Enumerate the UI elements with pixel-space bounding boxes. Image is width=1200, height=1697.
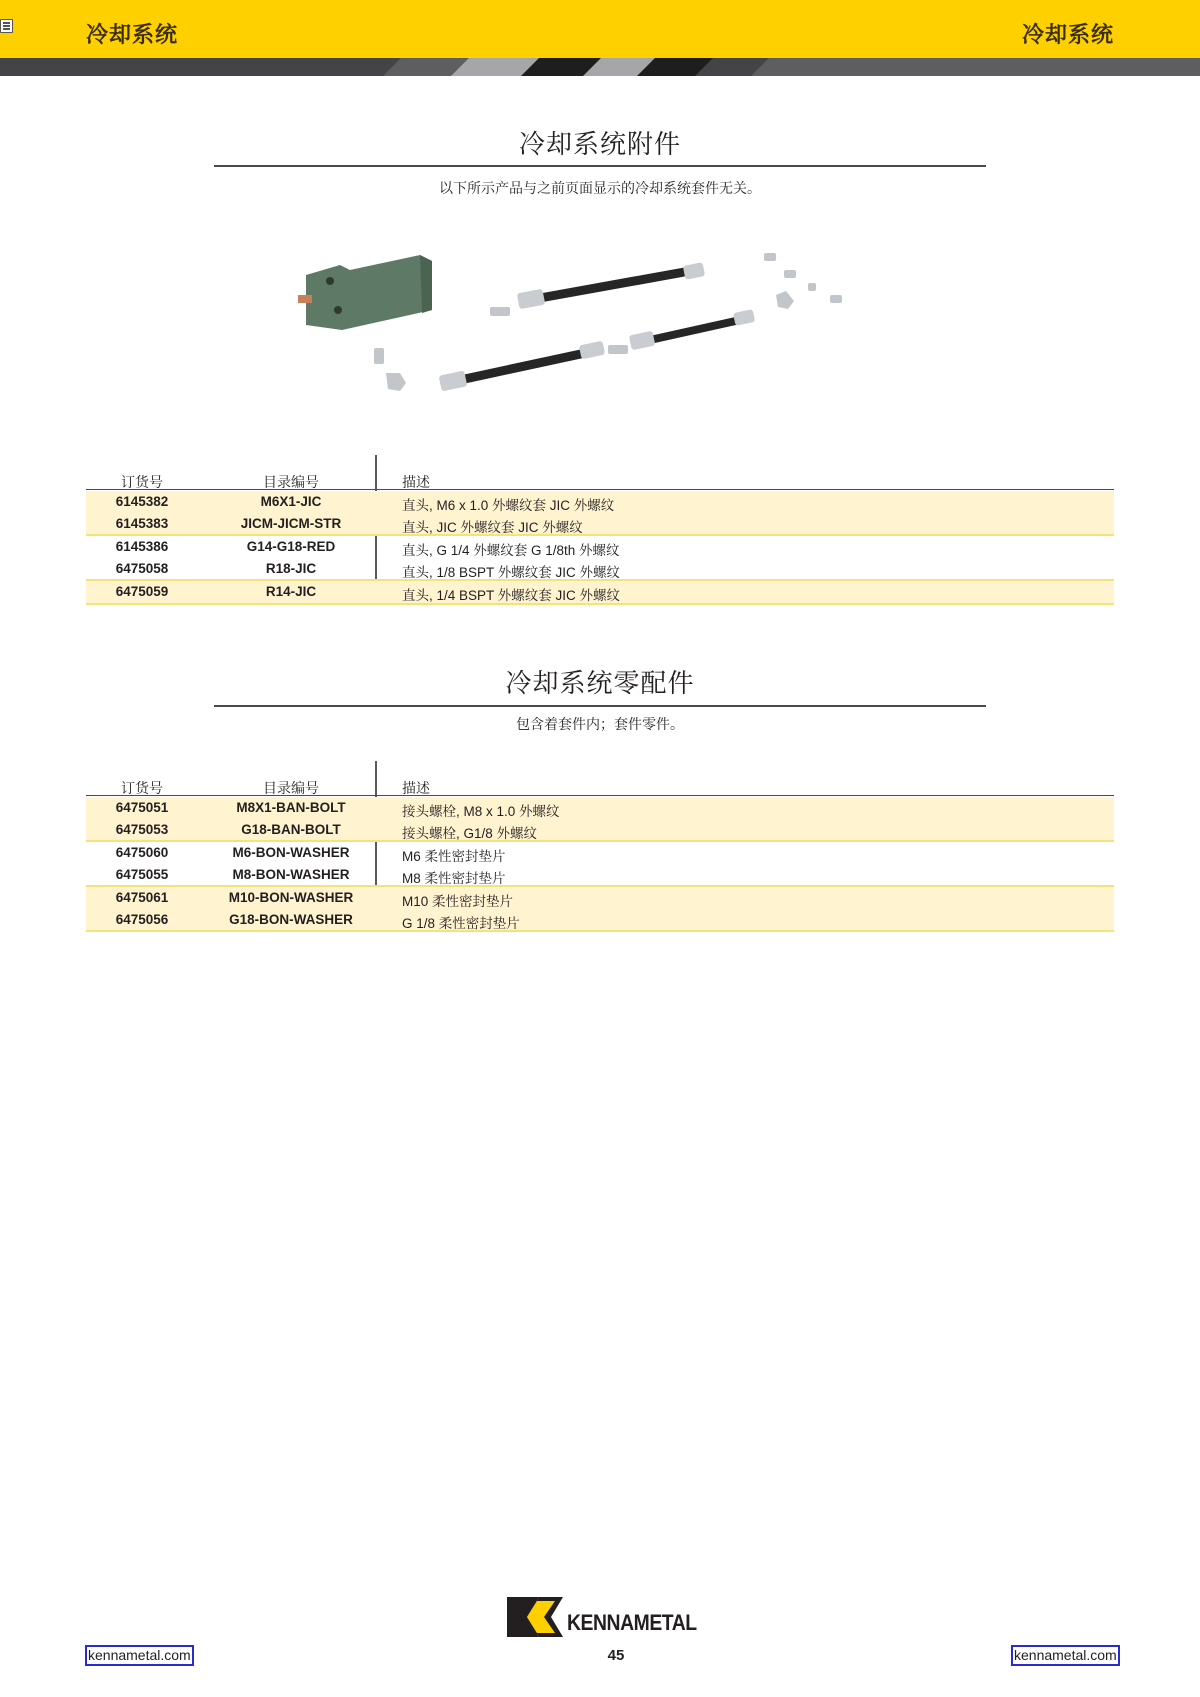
table-row (86, 819, 1114, 841)
catalog-number: G14-G18-RED (246, 539, 336, 554)
row-group (86, 885, 1114, 932)
section2-rule (214, 705, 986, 707)
order-number: 6475053 (115, 821, 169, 837)
catalog-number: G18-BAN-BOLT (241, 821, 341, 837)
order-number: 6145383 (115, 515, 169, 531)
catalog-number: JICM-JICM-STR (240, 515, 342, 531)
catalog-number: M10-BON-WASHER (228, 890, 354, 905)
description: 直头, G 1/4 外螺纹套 G 1/8th 外螺纹 (402, 543, 620, 558)
header-description: 描述 (402, 474, 430, 490)
row-group (86, 842, 1114, 887)
kennametal-logo (507, 1597, 709, 1637)
order-number: 6475055 (115, 866, 169, 882)
accessories-table (86, 455, 1114, 601)
description: 接头螺栓, M8 x 1.0 外螺纹 (402, 804, 560, 819)
table-row (86, 581, 1114, 603)
row-group (86, 579, 1114, 605)
section2-title: 冷却系统零配件 (505, 668, 695, 698)
description: 直头, 1/4 BSPT 外螺纹套 JIC 外螺纹 (402, 588, 621, 603)
note-icon[interactable] (0, 19, 13, 33)
brand-name: KENNAMETAL (567, 1610, 697, 1635)
row-group (86, 797, 1114, 842)
section2-subtitle: 包含着套件内；套件零件。 (516, 716, 684, 732)
description: M6 柔性密封垫片 (402, 849, 506, 864)
table-row (86, 797, 1114, 819)
product-image (290, 225, 910, 405)
table-row (86, 558, 1114, 580)
header-catalog-number: 目录编号 (263, 474, 319, 490)
header-order-number: 订货号 (121, 474, 163, 490)
description: 直头, M6 x 1.0 外螺纹套 JIC 外螺纹 (402, 498, 615, 513)
table-header (86, 776, 1114, 796)
header-catalog-number: 目录编号 (263, 780, 319, 796)
order-number: 6475059 (115, 584, 169, 599)
order-number: 6145386 (115, 539, 169, 554)
catalog-number: M6X1-JIC (260, 494, 322, 509)
header-stripe (0, 58, 1200, 76)
row-group (86, 491, 1114, 536)
table-row (86, 864, 1114, 886)
order-number: 6475056 (115, 911, 169, 927)
section1-rule (214, 165, 986, 167)
header-description: 描述 (402, 780, 430, 796)
description: M8 柔性密封垫片 (402, 870, 506, 886)
table-row (86, 536, 1114, 558)
table-row (86, 909, 1114, 931)
spare-parts-table (86, 761, 1114, 931)
catalog-number: G18-BON-WASHER (229, 911, 353, 927)
order-number: 6475058 (115, 560, 169, 576)
description: G 1/8 柔性密封垫片 (402, 915, 520, 931)
table-row (86, 842, 1114, 864)
kennametal-k-icon (507, 1597, 565, 1637)
section1-subtitle: 以下所示产品与之前页面显示的冷却系统套件无关。 (439, 180, 761, 196)
description: 接头螺栓, G1/8 外螺纹 (402, 825, 538, 841)
row-group (86, 536, 1114, 581)
catalog-number: M8-BON-WASHER (232, 866, 350, 882)
description: M10 柔性密封垫片 (402, 894, 514, 909)
table-row (86, 513, 1114, 535)
description: 直头, JIC 外螺纹套 JIC 外螺纹 (402, 519, 583, 535)
description: 直头, 1/8 BSPT 外螺纹套 JIC 外螺纹 (402, 564, 621, 580)
catalog-number: M8X1-BAN-BOLT (236, 800, 346, 815)
footer-link-right[interactable]: kennametal.com (1011, 1645, 1120, 1666)
header-band (0, 0, 1200, 58)
header-title-right: 冷却系统 (1021, 22, 1114, 47)
order-number: 6475060 (115, 845, 169, 860)
order-number: 6475051 (115, 800, 169, 815)
order-number: 6475061 (115, 890, 169, 905)
page-number: 45 (607, 1647, 625, 1664)
header-title-left: 冷却系统 (86, 22, 179, 47)
footer-link-left[interactable]: kennametal.com (85, 1645, 194, 1666)
catalog-number: M6-BON-WASHER (232, 845, 350, 860)
table-header (86, 470, 1114, 490)
table-row (86, 491, 1114, 513)
table-row (86, 887, 1114, 909)
section1-title: 冷却系统附件 (518, 129, 681, 159)
order-number: 6145382 (115, 494, 169, 509)
header-order-number: 订货号 (121, 780, 163, 796)
catalog-number: R18-JIC (265, 560, 317, 576)
catalog-number: R14-JIC (265, 584, 317, 599)
